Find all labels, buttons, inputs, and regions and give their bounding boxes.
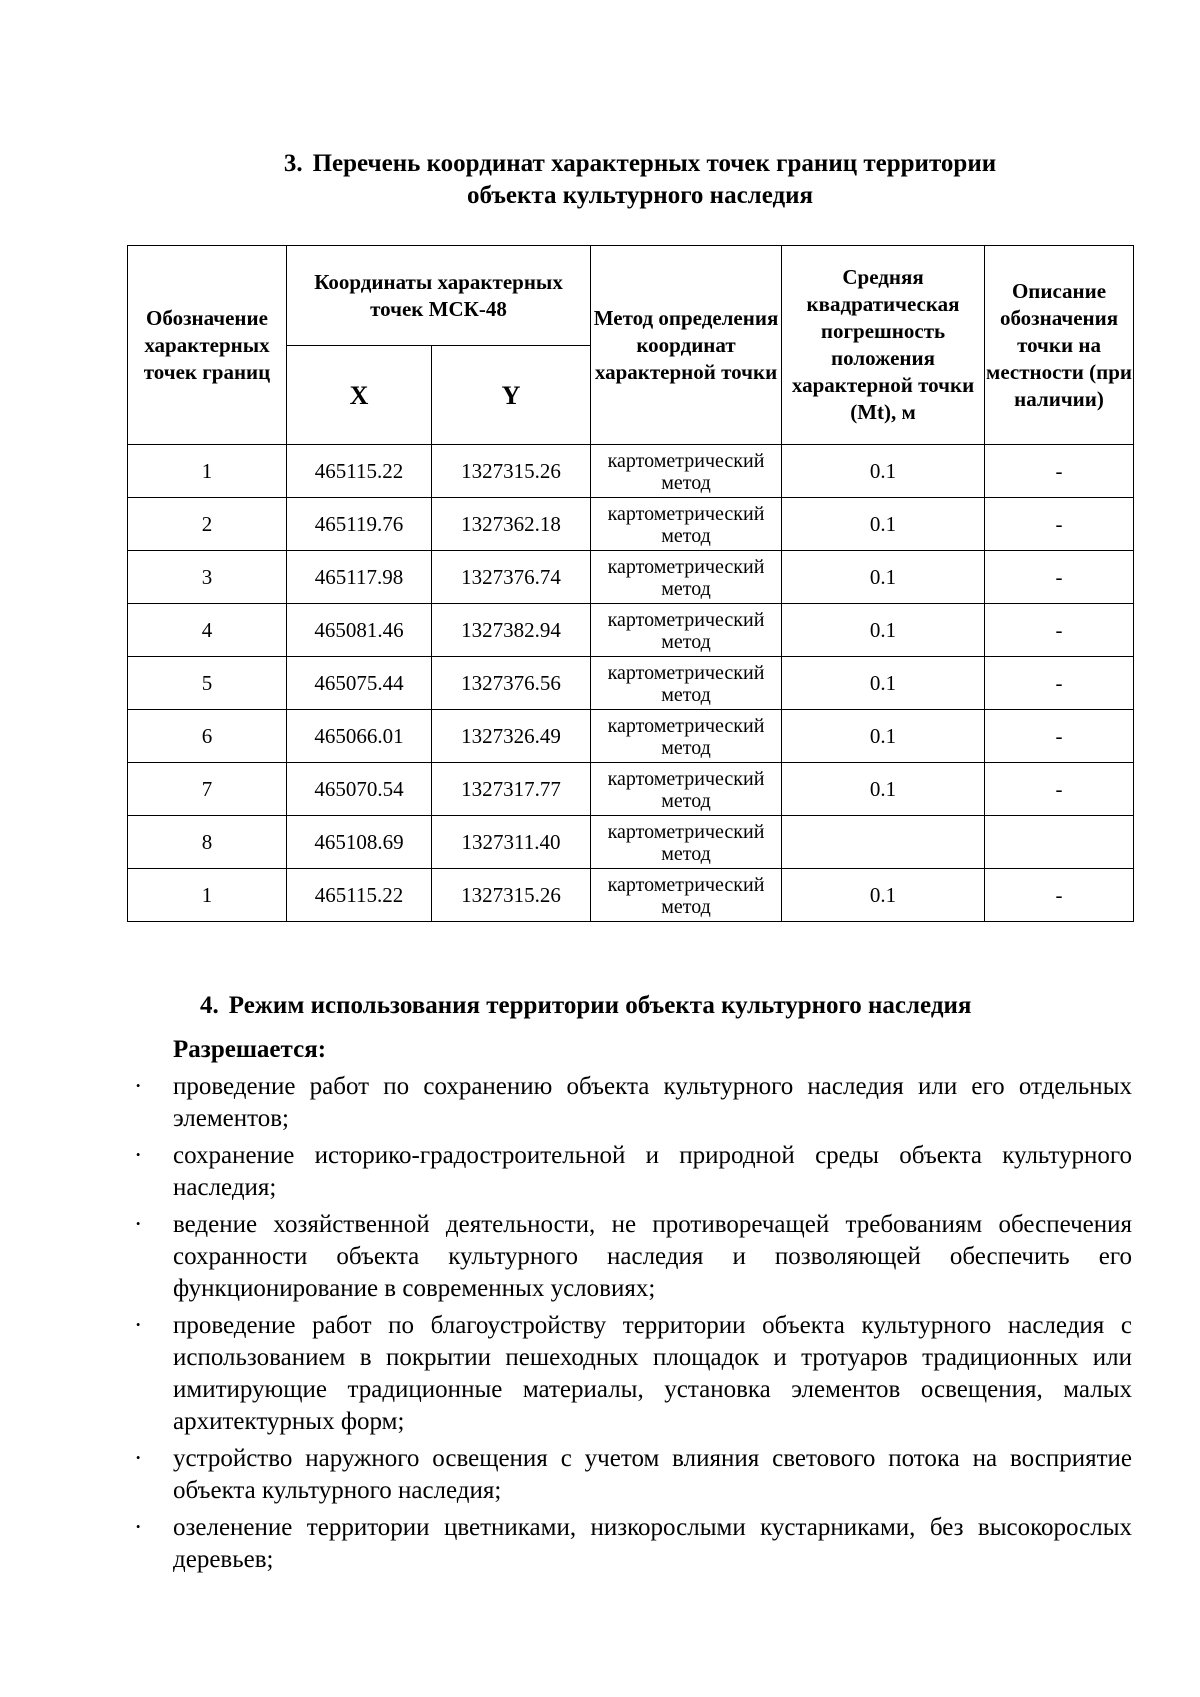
cell-method (591, 816, 782, 869)
list-item (130, 1310, 1132, 1438)
cell-description: - (985, 763, 1134, 816)
table-row (128, 816, 1134, 869)
section4-number: 4. (200, 992, 219, 1019)
cell-method (591, 763, 782, 816)
bullet-icon: · (134, 1073, 143, 1100)
cell-method-text: картометрический метод (607, 556, 765, 600)
table-row (128, 498, 1134, 551)
list-item (130, 1209, 1132, 1305)
cell-point: 2 (128, 498, 287, 551)
header-description (985, 246, 1134, 445)
cell-method (591, 657, 782, 710)
cell-description: - (985, 551, 1134, 604)
cell-y: 1327326.49 (432, 710, 591, 763)
cell-x: 465081.46 (287, 604, 432, 657)
cell-description: - (985, 498, 1134, 551)
header-designation-text: Обозначение характерных точек границ (143, 305, 271, 384)
table-row (128, 604, 1134, 657)
cell-x: 465075.44 (287, 657, 432, 710)
table-row (128, 869, 1134, 922)
cell-method-text: картометрический метод (607, 450, 765, 494)
cell-y: 1327317.77 (432, 763, 591, 816)
cell-method (591, 869, 782, 922)
cell-error (782, 816, 985, 869)
list-item-text: ведение хозяйственной деятельности, не противоречащей требованиям обеспечения сохранности объекта культурного наследия и позволяющей обеспечить его функционирование в современных условиях; (173, 1211, 1132, 1302)
cell-x: 465070.54 (287, 763, 432, 816)
cell-x: 465108.69 (287, 816, 432, 869)
cell-description: - (985, 657, 1134, 710)
section3-number: 3. (283, 150, 303, 177)
section3-title-line1 (220, 148, 1060, 180)
bullet-icon: · (134, 1142, 143, 1169)
cell-error: 0.1 (782, 498, 985, 551)
cell-x: 465119.76 (287, 498, 432, 551)
table-row (128, 710, 1134, 763)
header-error-text: Средняя квадратическая погрешность положения характерной точки (Mt), м (791, 265, 975, 424)
list-item-text: проведение работ по благоустройству территории объекта культурного наследия с использованием в покрытии пешеходных площадок и тротуаров традиционных или имитирующие традиционные материалы, установка элементов освещения, малых архитектурных форм; (173, 1312, 1132, 1435)
cell-method (591, 445, 782, 498)
list-item (130, 1140, 1132, 1204)
cell-method (591, 604, 782, 657)
list-item-text: устройство наружного освещения с учетом влияния светового потока на восприятие объекта культурного наследия; (173, 1445, 1132, 1504)
table-row (128, 657, 1134, 710)
cell-method-text: картометрический метод (607, 503, 765, 547)
cell-x: 465066.01 (287, 710, 432, 763)
cell-point: 8 (128, 816, 287, 869)
header-coords-text: Координаты характерных точек МСК-48 (314, 269, 563, 321)
header-coords (287, 246, 591, 346)
header-y: Y (432, 346, 591, 445)
cell-y: 1327376.74 (432, 551, 591, 604)
cell-point: 5 (128, 657, 287, 710)
cell-y: 1327362.18 (432, 498, 591, 551)
cell-error: 0.1 (782, 604, 985, 657)
list-item-text: сохранение историко-градостроительной и природной среды объекта культурного наследия; (173, 1142, 1132, 1201)
coordinates-table-body (128, 445, 1134, 922)
table-row (128, 551, 1134, 604)
coordinates-table (127, 245, 1134, 922)
cell-x: 465115.22 (287, 869, 432, 922)
cell-error: 0.1 (782, 763, 985, 816)
cell-point: 3 (128, 551, 287, 604)
allowed-heading: Разрешается: (173, 1036, 327, 1063)
cell-y: 1327376.56 (432, 657, 591, 710)
cell-error: 0.1 (782, 710, 985, 763)
table-row (128, 445, 1134, 498)
cell-error: 0.1 (782, 445, 985, 498)
header-designation (128, 246, 287, 445)
bullet-icon: · (134, 1445, 143, 1472)
section3-title (220, 148, 1060, 212)
cell-y: 1327315.26 (432, 445, 591, 498)
cell-description: - (985, 604, 1134, 657)
cell-method-text: картометрический метод (607, 874, 765, 918)
cell-error: 0.1 (782, 869, 985, 922)
cell-y: 1327311.40 (432, 816, 591, 869)
cell-error: 0.1 (782, 551, 985, 604)
bullet-icon: · (134, 1514, 143, 1541)
cell-description: - (985, 445, 1134, 498)
cell-point: 7 (128, 763, 287, 816)
cell-method-text: картометрический метод (607, 609, 765, 653)
header-x: X (287, 346, 432, 445)
cell-x: 465117.98 (287, 551, 432, 604)
list-item (130, 1443, 1132, 1507)
list-item (130, 1071, 1132, 1135)
table-row (128, 763, 1134, 816)
cell-point: 4 (128, 604, 287, 657)
section4-title (200, 990, 1100, 1022)
cell-point: 6 (128, 710, 287, 763)
header-description-text: Описание обозначения точки на местности (при наличии) (986, 278, 1132, 411)
header-error (782, 246, 985, 445)
cell-method (591, 710, 782, 763)
bullet-icon: · (134, 1312, 143, 1339)
cell-description: - (985, 710, 1134, 763)
cell-description: - (985, 869, 1134, 922)
list-item-text: озеленение территории цветниками, низкорослыми кустарниками, без высокорослых деревьев; (173, 1514, 1132, 1573)
bullet-icon: · (134, 1211, 143, 1238)
cell-method-text: картометрический метод (607, 821, 765, 865)
section4-title-text: Режим использования территории объекта культурного наследия (228, 992, 972, 1019)
cell-method-text: картометрический метод (607, 715, 765, 759)
cell-point: 1 (128, 869, 287, 922)
cell-method (591, 551, 782, 604)
cell-description (985, 816, 1134, 869)
cell-error: 0.1 (782, 657, 985, 710)
cell-y: 1327315.26 (432, 869, 591, 922)
header-method (591, 246, 782, 445)
cell-y: 1327382.94 (432, 604, 591, 657)
cell-method-text: картометрический метод (607, 768, 765, 812)
list-item (130, 1512, 1132, 1576)
cell-method (591, 498, 782, 551)
section3-title-line2: объекта культурного наследия (466, 182, 814, 209)
cell-point: 1 (128, 445, 287, 498)
allowed-list (130, 1071, 1132, 1581)
cell-method-text: картометрический метод (607, 662, 765, 706)
cell-x: 465115.22 (287, 445, 432, 498)
list-item-text: проведение работ по сохранению объекта культурного наследия или его отдельных элементов; (173, 1073, 1132, 1132)
header-method-text: Метод определения координат характерной точки (593, 305, 779, 384)
section3-title-text: Перечень координат характерных точек границ территории (312, 150, 997, 177)
